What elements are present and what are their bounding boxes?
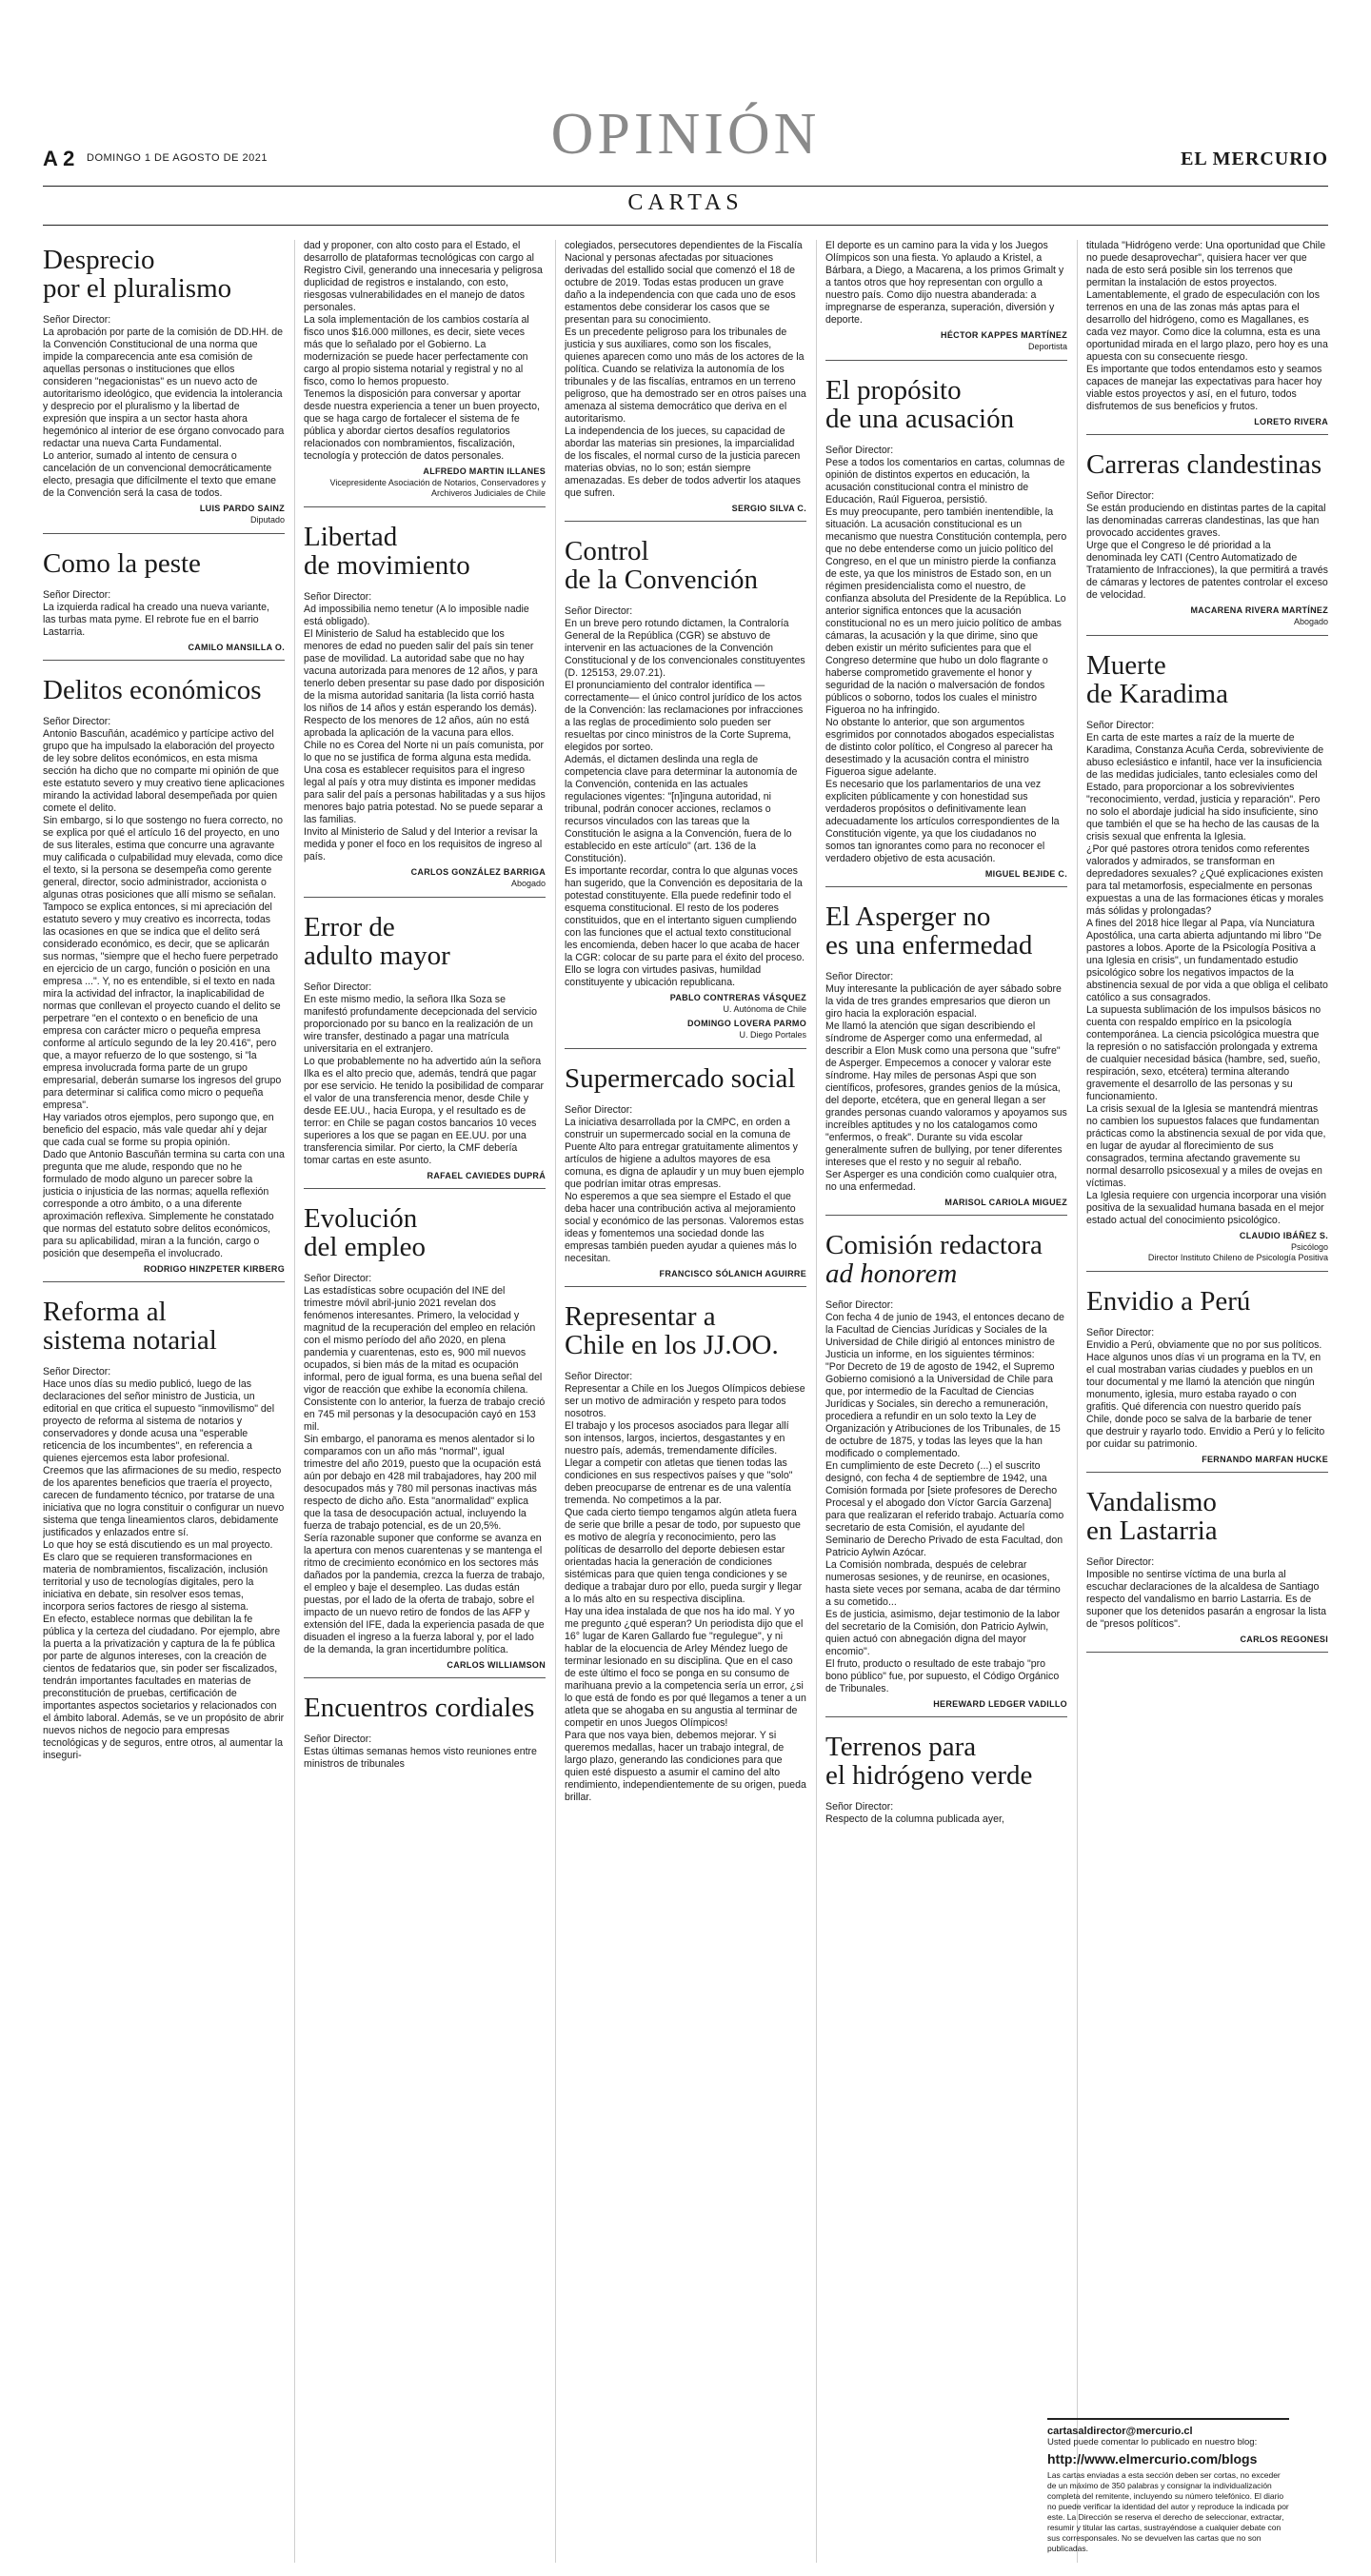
masthead	[43, 95, 1328, 186]
column-4	[825, 240, 1067, 2563]
letter-headline: El Asperger no es una enfermedad	[825, 902, 1033, 961]
letter-signature: MACARENA RIVERA MARTÍNEZ	[1190, 605, 1328, 615]
letter-signature: PABLO CONTRERAS VÁSQUEZ	[669, 993, 806, 1002]
letter-headline: Error de adulto mayor	[304, 912, 450, 971]
letter-signature: LUIS PARDO SAINZ	[199, 504, 285, 513]
letter	[825, 240, 1067, 361]
letter-signature: HÉCTOR KAPPES MARTÍNEZ	[941, 330, 1067, 340]
letter-signer-role: Abogado	[1293, 617, 1328, 626]
letter-divider	[565, 1286, 806, 1287]
letter-divider	[43, 533, 285, 534]
letter-divider	[304, 1677, 546, 1678]
letter-body: Señor Director: Representar a Chile en los Juegos Olímpicos debiese ser un motivo de admiración y respeto para todos nosotros. El trabajo y los procesos asociados para llegar allí son intensos, largos, inciertos, desgastantes y en nuestro país, además, tremendamente difíciles. Llegar a competir con atletas que tienen todas las condiciones en sus respectivos países y que "solo" deben preocuparse de entrenar es de una valentía tremenda. No competimos a la par. Que cada cierto tiempo tengamos algún atleta fuera de serie que brille a pesar de todo, por supuesto que es motivo de alegría y reconocimiento, pero las políticas de desarrollo del deporte debiesen estar orientadas hacia la generación de condiciones sistémicas para que quien tenga condiciones y se dedique a trabajar duro por ello, pueda surgir y llegar a lo más alto en su respectiva disciplina. Hay una idea instalada de que nos ha ido mal. Y yo me pregunto ¿qué esperan? Un periodista dijo que el 16° lugar de Karen Gallardo fue "regulegue", y ni hablar de la elocuencia de Arley Méndez luego de terminar lesionado en su disciplina. Que en el caso de este último el foco se ponga en su consumo de marihuana previo a la competencia sería un error, ¿si lo que está de fondo es por qué llegamos a tener a un atleta que se ahogaba en su angustia al terminar de competir en unos Juegos Olímpicos! Para que nos vaya bien, debemos mejorar. Y si queremos medallas, hacer un trabajo integral, de largo plazo, generando las condiciones para que quien esté dispuesto a asumir el camino del alto rendimiento, independientemente de su origen, pueda brillar.	[565, 1371, 806, 1803]
letter-headline: Como la peste	[43, 548, 201, 579]
letter	[304, 1204, 546, 1678]
letter-headline: Envidio a Perú	[1086, 1286, 1251, 1317]
letter-signature: CARLOS WILLIAMSON	[447, 1660, 546, 1670]
letters-grid	[43, 240, 1328, 2563]
letter	[565, 1302, 806, 1804]
letter-divider	[43, 1281, 285, 1282]
letter-body: Señor Director: Envidio a Perú, obviamente que no por sus políticos. Hace algunos unos días vi un programa en la TV, en el cual mostraban varias ciudades y pueblos en un tour documental y me llamó la atención que ningún monumento, iglesia, muro estaba rayado o con grafitis. Qué diferencia con nuestro querido país Chile, donde poco se salva de la barbarie de tener que destruir y rayarlo todo. Envidio a Perú y lo felicito por cuidar su patrimonio.	[1086, 1327, 1325, 1450]
letter	[1086, 1287, 1328, 1473]
letter-signature: DOMINGO LOVERA PARMO	[687, 1019, 806, 1028]
letter-signer-role: U. Diego Portales	[739, 1030, 806, 1040]
letter-divider	[825, 1215, 1067, 1216]
letter-body: Señor Director: La izquierda radical ha creado una nueva variante, las turbas mata pyme. El rebrote fue en el barrio Lastarria.	[43, 589, 269, 638]
letter-divider	[825, 1716, 1067, 1717]
letter-body: Señor Director: Imposible no sentirse víctima de una burla al escuchar declaraciones de la alcaldesa de Santiago respecto del vandalismo en barrio Lastarria. Es de suponer que los detenidos pasarán a engrosar la lista de "presos políticos".	[1086, 1556, 1327, 1630]
header-rule	[43, 186, 1328, 187]
letter-signature: RODRIGO HINZPETER KIRBERG	[143, 1264, 285, 1274]
letter	[304, 1694, 546, 1771]
letter-headline-italic: ad honorem	[825, 1258, 958, 1289]
letter-headline: Delitos económicos	[43, 675, 262, 705]
letter-body: Señor Director: La aprobación por parte de la comisión de DD.HH. de la Convención Constitucional de una norma que impide la comparecencia ante esa comisión de aquellas personas o instituciones que ellos consideren "negacionistas" es un nuevo acto de autoritarismo ideológico, que evidencia la intolerancia y desprecio por el pluralismo y la libertad de expresión que inspira a un sector hasta ahora hegemónico al interior de ese órgano convocado para redactar una nueva Carta Fundamental. Lo anterior, sumado al intento de censura o cancelación de un convencional democráticamente electo, presagia que difícilmente el texto que emane de la Convención será la casa de todos.	[43, 314, 285, 499]
letter-signature: MARISOL CARIOLA MIGUEZ	[944, 1198, 1067, 1207]
subsection-title: CARTAS	[627, 190, 744, 215]
letter-signature: MIGUEL BEJIDE C.	[984, 869, 1067, 879]
letter-divider	[825, 886, 1067, 887]
letter-headline	[825, 1231, 1067, 1288]
letter-headline: Evolución del empleo	[304, 1203, 427, 1262]
column-5	[1086, 240, 1328, 2563]
letter-headline: Encuentros cordiales	[304, 1693, 535, 1723]
letter	[565, 1064, 806, 1287]
letter-divider	[565, 521, 806, 522]
letter-signature: CLAUDIO IBÁÑEZ S.	[1239, 1231, 1328, 1240]
letter	[1086, 450, 1328, 636]
letter-body: Señor Director: En este mismo medio, la señora Ilka Soza se manifestó profundamente decepcionada del servicio proporcionado por su banco en la realización de un wire transfer, destinado a pagar una matrícula universitaria en el extranjero. Lo que probablemente no ha advertido aún la señora Ilka es el alto precio que, además, tendrá que pagar por ese servicio. He tenido la posibilidad de comparar el valor de una transferencia menor, desde Chile y desde EE.UU., hacia Europa, y el resultado es de terror: en Chile se pagan costos bancarios 10 veces superiores a los que se pagan en EE.UU. por una transferencia similar. Por cierto, la CMF debería tomar cartas en este asunto.	[304, 981, 545, 1166]
letters-policy: Las cartas enviadas a esta sección deben ser cortas, no exceder de un máximo de 350 palabras y consignar la individualización completa del remitente, incluyendo su número telefónico. El diario no puede verificar la identidad del autor y reproduce la indicada por este. La Dirección se reserva el derecho de seleccionar, extractar, resumir y titular las cartas, sustrayéndose a cualquier debate con sus corresponsales. No se devuelven las cartas que no son publicadas.	[1047, 2470, 1289, 2553]
issue-date: DOMINGO 1 DE AGOSTO DE 2021	[87, 152, 268, 164]
letter-body: Señor Director: En carta de este martes a raíz de la muerte de Karadima, Constanza Acuña Cerda, sobreviviente de abuso eclesiástico e infantil, hace ver la insuficiencia de las medidas judiciales, tanto eclesiales como del Estado, para proporcionar a los sobrevivientes "reconocimiento, verdad, justicia y reparación". Pero no solo el abordaje judicial ha sido insuficiente, sino que también el que se ha hecho de las causas de la crisis sexual que enfrenta la Iglesia. ¿Por qué pastores otrora tenidos como referentes valorados y admirados, se transforman en depredadores sexuales? ¿Qué explicaciones existen para tal metamorfosis, especialmente en personas expuestas a una de las formaciones éticas y morales más sólidas y prolongadas? A fines del 2018 hice llegar al Papa, vía Nunciatura Apostólica, una carta abierta adjuntando mi libro "De pastores a lobos. Aporte de la Psicología Positiva a una Iglesia en crisis", un fundamentado estudio psicológico sobre los negativos impactos de la abstinencia sexual de por vida a que obliga el celibato católico a sus consagrados. La supuesta sublimación de los impulsos básicos no cuenta con respaldo empírico en la psicología contemporánea. La ciencia psicológica muestra que la represión o no satisfacción prolongada y extrema de cualquier necesidad básica (hambre, sed, sueño, respiración, sexo, etcétera) termina alterando gravemente el desarrollo de las personas y su funcionamiento. La crisis sexual de la Iglesia se mantendrá mientras no cambien los supuestos falaces que fundamentan prácticas como la abstinencia sexual de por vida que, en lugar de ayudar al florecimiento de sus consagrados, termina afectando gravemente su normal desarrollo psicosexual y a miles de ovejas en víctimas. La Iglesia requiere con urgencia incorporar una visión positiva de la sexualidad humana basada en el mejor estado actual del conocimiento psicológico.	[1086, 720, 1328, 1226]
column-3	[565, 240, 806, 2563]
letter-divider	[1086, 1652, 1328, 1653]
letter-signature: HEREWARD LEDGER VADILLO	[933, 1699, 1067, 1709]
letter-signature: FRANCISCO SÓLANICH AGUIRRE	[659, 1269, 806, 1278]
letter	[43, 549, 285, 661]
column-divider	[1077, 240, 1078, 2563]
letter-signature: LORETO RIVERA	[1254, 417, 1328, 426]
column-divider	[555, 240, 556, 2563]
letter	[1086, 1488, 1328, 1653]
letter-divider	[825, 360, 1067, 361]
letter	[304, 913, 546, 1189]
letter-body: El deporte es un camino para la vida y los Juegos Olímpicos son una fiesta. Yo aplaudo a Kristel, a Bárbara, a Diego, a Macarena, a los primos Grimalt y a tantos otros que hoy representan con orgullo a nuestro país. Como dijo nuestra abanderada: a impregnarse de esperanza, superación, diversión y deporte.	[825, 240, 1064, 326]
letter-signature: CARLOS REGONESI	[1240, 1635, 1328, 1644]
letter-signer-role: Diputado	[249, 515, 285, 525]
letter-divider	[565, 1048, 806, 1049]
letter	[825, 1733, 1067, 1826]
letter-signer-role: Vicepresidente Asociación de Notarios, Conservadores y Archiveros Judiciales de Chile	[329, 478, 546, 498]
contact-email[interactable]: cartasaldirector@mercurio.cl	[1047, 2426, 1193, 2437]
letter	[825, 376, 1067, 887]
letter	[304, 523, 546, 898]
letter-body: dad y proponer, con alto costo para el Estado, el desarrollo de plataformas tecnológicas con cargo al Registro Civil, generando una innecesaria y peligrosa duplicidad de registros e instalando, con esto, riesgosas vulnerabilidades en el manejo de datos personales. La sola implementación de los cambios costaría al fisco unos $16.000 millones, es decir, siete veces más que lo señalado por el Gobierno. La modernización se puede hacer perfectamente con cargo al propio sistema notarial y registral y no al fisco, como lo hemos propuesto. Tenemos la disposición para conversar y aportar desde nuestra experiencia a tener un buen proyecto, que se haga cargo de fortalecer el sistema de fe pública y abordar ciertos desafíos regulatorios relacionados con nombramientos, fiscalización, tecnología y protección de datos personales.	[304, 240, 543, 462]
letter-signer-role: Deportista	[1027, 342, 1067, 351]
letter	[565, 537, 806, 1049]
letter-signature: SERGIO SILVA C.	[731, 504, 806, 513]
letter-headline: Supermercado social	[565, 1063, 796, 1094]
letter-body: Señor Director: Se están produciendo en distintas partes de la capital las denominadas carreras clandestinas, las que han provocado accidentes graves. Urge que el Congreso le dé prioridad a la denominada ley CATI (Centro Automatizado de Tratamiento de Infracciones), la que permitirá a través de cámaras y lectores de patentes controlar el exceso de velocidad.	[1086, 490, 1328, 601]
letter-signature: CAMILO MANSILLA O.	[188, 643, 285, 652]
letter-divider	[1086, 1271, 1328, 1272]
letter-signer-role: Psicólogo Director Instituto Chileno de Psicología Positiva	[1147, 1242, 1328, 1262]
blog-url[interactable]: http://www.elmercurio.com/blogs	[1047, 2451, 1258, 2467]
letter-body: Señor Director: Respecto de la columna publicada ayer,	[825, 1801, 1004, 1825]
section-title: OPINIÓN	[550, 102, 821, 167]
letter-body: Señor Director: La iniciativa desarrollada por la CMPC, en orden a construir un supermercado social en la comuna de Puente Alto para entregar gratuitamente alimentos y artículos de higiene a adultos mayores de esa comuna, es digna de aplaudir y un muy buen ejemplo que podrían imitar otras empresas. No esperemos a que sea siempre el Estado el que deba hacer una contribución activa al mejoramiento social y económico de las personas. Valoremos estas ideas y fomentemos una sociedad donde las empresas también pueden ayudar a quienes más lo necesitan.	[565, 1104, 805, 1264]
letter-headline: Representar a Chile en los JJ.OO.	[565, 1301, 779, 1360]
letter-headline: El propósito de una acusación	[825, 375, 1015, 434]
newspaper-logo: EL MERCURIO	[1181, 149, 1328, 169]
letter	[825, 1231, 1067, 1717]
letter-divider	[1086, 1472, 1328, 1473]
letter-body: Señor Director: Pese a todos los comentarios en cartas, columnas de opinión de distintos expertos en educación, la acusación constitucional contra el ministro de Educación, Raúl Figueroa, persistió. Es muy preocupante, pero también inentendible, la situación. La acusación constitucional es un mecanismo que nuestra Constitución contempla, pero que no debe entenderse como un juicio político del Congreso, en el que un ministro pierde la confianza de este, ya que los ministros de Estado son, en un régimen presidencialista como el nuestro, de confianza absoluta del Presidente de la República. Lo anterior significa entonces que la acusación constitucional no es un mero juicio político de ambas cámaras, la acusación y la que dirime, sino que deben existir un mérito suficientes para que el Congreso determine que hubo un dolo flagrante o haberse comprometido gravemente el honor y seguridad de la nación o malversación de fondos públicos o soborno, todos los cuales el ministro Figueroa no ha infringido. No obstante lo anterior, que son argumentos esgrimidos por connotados abogados especialistas de distinto color político, el Congreso al parecer ha desestimado y la acusación contra el ministro Figueroa sigue adelante. Es necesario que los parlamentarios de una vez expliciten públicamente y con honestidad sus verdaderos propósitos o definitivamente lean adecuadamente los artículos correspondientes de la Constitución vigente, ya que los ciudadanos no somos tan ignorantes como para no reconocer el verdadero objetivo de esta acusación.	[825, 445, 1067, 864]
letter-divider	[1086, 635, 1328, 636]
letter	[1086, 651, 1328, 1272]
letter-body: Señor Director: Estas últimas semanas hemos visto reuniones entre ministros de tribunales	[304, 1734, 537, 1770]
letter-signature: RAFAEL CAVIEDES DUPRÁ	[427, 1171, 546, 1180]
blog-invite: Usted puede comentar lo publicado en nuestro blog:	[1047, 2437, 1258, 2447]
letter-headline: Desprecio por el pluralismo	[43, 245, 232, 304]
page-number: A 2	[43, 147, 75, 170]
letter	[43, 246, 285, 534]
letter-body: Señor Director: Antonio Bascuñán, académico y partícipe activo del grupo que ha impulsado la elaboración del proyecto de ley sobre delitos económicos, en esta misma sección ha dicho que no comparte mi opinión de que este estatuto severo y muy creativo tiene aplicaciones mirando la actividad laboral desempeñada por quien comete el delito. Sin embargo, si lo que sostengo no fuera correcto, no se explica por qué el artículo 16 del proyecto, en uno de sus literales, estima que concurre una agravante muy calificada o culpabilidad muy elevada, como dice el texto, si la persona se desempeña como gerente general, director, socio administrador, accionista o algunas otras posiciones que allí mismo se señalan. Tampoco se explica entonces, si mi apreciación del estatuto severo y muy creativo es incorrecta, todas las ocasiones en que se indica que el delito será considerado económico, es decir, que se aplicarán sus normas, "siempre que el hecho fuere perpetrado en ejercicio de un cargo, función o posición en una empresa ...". Y, no es entendible, si el texto en nada mira la actividad del infractor, la inaplicabilidad de normas que conllevan el proyecto cuando el delito se perpetrare "en el contexto o en beneficio de una empresa con carácter micro o pequeña empresa conforme al artículo segundo de la ley 20.416", pero que, a mayor refuerzo de lo que sostengo, si "la empresa involucrada forma parte de un grupo empresarial, deberán sumarse los ingresos del grupo para determinar si califica como micro o pequeña empresa". Hay variados otros ejemplos, pero supongo que, en beneficio del espacio, más vale quedar ahí y dejar que cada cual se forme su propia opinión. Dado que Antonio Bascuñán termina su carta con una pregunta que me alude, respondo que no he formulado de modo alguno un parecer sobre la justicia o injusticia de las normas; aquella reflexión corresponde a otro ámbito, o a una diferente aproximación reflexiva. Simplemente he constatado que normas del estatuto sobre delitos económicos, para su aplicabilidad, miran a la función, cargo o posición que desempeña el involucrado.	[43, 716, 285, 1259]
letter-signer-role: U. Autónoma de Chile	[723, 1004, 806, 1014]
letter	[1086, 240, 1328, 435]
column-1	[43, 240, 285, 2563]
column-divider	[816, 240, 817, 2563]
letter-divider	[304, 897, 546, 898]
letter-body: titulada "Hidrógeno verde: Una oportunidad que Chile no puede desaprovechar", quisiera hacer ver que nada de esto será posible sin los terrenos que permitan la instalación de estos proyectos. Lamentablemente, el grado de especulación con los terrenos en una de las zonas más aptas para el desarrollo del hidrógeno, como es Magallanes, es cada vez mayor. Como dice la columna, esta es una oportunidad mirada en el largo plazo, pero hoy es una apuesta con su consecuente riesgo. Es importante que todos entendamos esto y seamos capaces de manejar las expectativas para hacer hoy viable estos proyectos y así, en el futuro, todos disfrutemos de sus beneficios y frutos.	[1086, 240, 1328, 412]
letter-headline: Libertad de movimiento	[304, 522, 470, 581]
letter	[43, 1298, 285, 1762]
letter-headline: Vandalismo en Lastarria	[1086, 1487, 1218, 1546]
column-divider	[294, 240, 295, 2563]
letter-body: Señor Director: En un breve pero rotundo dictamen, la Contraloría General de la República (CGR) se abstuvo de intervenir en las actuaciones de la Convención Constitucional y de los convencionales constituyentes (D. 125153, 29.07.21). El pronunciamiento del contralor identifica —correctamente— el único control jurídico de los actos de la Convención: las reclamaciones por infracciones a las reglas de procedimiento solo pueden ser resueltas por cinco ministros de la Corte Suprema, elegidos por sorteo. Además, el dictamen deslinda una regla de competencia clave para determinar la autonomía de la Convención, contenida en las actuales regulaciones vigentes: "[n]inguna autoridad, ni tribunal, podrán conocer acciones, reclamos o recursos vinculados con las tareas que la Constitución le asigna a la Convención, fuera de lo establecido en este artículo" (art. 136 de la Constitución). Es importante recordar, contra lo que algunas voces han sugerido, que la Convención es depositaria de la potestad constituyente. Ella puede redefinir todo el esquema constitucional. El resto de los poderes constituidos, que en el intertanto siguen cumpliendo con las funciones que el actual texto constitucional les encomienda, deben hacer lo que acaba de hacer la CGR: colocar de su parte para el éxito del proceso. Ello se logra con virtudes pasivas, humildad constituyente y ubicación republicana.	[565, 605, 805, 988]
letter-body: Señor Director: Con fecha 4 de junio de 1943, el entonces decano de la Facultad de Ciencias Jurídicas y Sociales de la Universidad de Chile dirigió al entonces ministro de Justicia un informe, en los siguientes términos: "Por Decreto de 19 de agosto de 1942, el Supremo Gobierno comisionó a la Universidad de Chile para que, por intermedio de la Facultad de Ciencias Jurídicas y Sociales, sin derecho a remuneración, procediera a refundir en un solo texto la Ley de Organización y Atribuciones de los Tribunales, de 15 de octubre de 1875, y todas las leyes que la han modificado o complementado. En cumplimiento de este Decreto (...) el suscrito designó, con fecha 4 de septiembre de 1942, una Comisión formada por [siete profesores de Derecho Procesal y el abogado don Víctor García Garzena] para que realizaran el referido trabajo. Actuaría como secretario de esta Comisión, el ayudante del Seminario de Derecho Privado de esta Facultad, don Patricio Aylwin Azócar. La Comisión nombrada, después de celebrar numerosas sesiones, y de reunirse, en ocasiones, hasta siete veces por semana, acaba de dar término a su cometido... Es de justicia, asimismo, dejar testimonio de la labor del secretario de la Comisión, don Patricio Aylwin, quien actuó con abnegación digna del mayor encomio". El fruto, producto o resultado de este trabajo "pro bono público" fue, por supuesto, el Código Orgánico de Tribunales.	[825, 1299, 1064, 1694]
letter	[304, 240, 546, 507]
letter-headline-part: Comisión redactora	[825, 1230, 1043, 1260]
contact-box	[1047, 2418, 1289, 2554]
letter	[825, 902, 1067, 1216]
letter-body: Señor Director: Ad impossibilia nemo tenetur (A lo imposible nadie está obligado). El Ministerio de Salud ha establecido que los menores de edad no pueden salir del país sin tener pase de movilidad. La autoridad sabe que no hay vacuna autorizada para menores de 12 años, y para tenerlo deben presentar su pase dado por disposición de la misma autoridad sanitaria (la lista corrió hasta los niños de 14 años y están esperando los demás). Respecto de los menores de 12 años, aún no está aprobada la aplicación de la vacuna para ellos. Chile no es Corea del Norte ni un país comunista, por lo que no se justifica de forma alguna esta medida. Una cosa es establecer requisitos para el ingreso legal al país y otra muy distinta es imponer medidas para salir del país a personas habilitadas y a sus hijos menores bajo patria potestad. No se puede separar a las familias. Invito al Ministerio de Salud y del Interior a revisar la medida y poner el foco en los requisitos de ingreso al país.	[304, 591, 546, 862]
column-2	[304, 240, 546, 2563]
letter-body: Señor Director: Las estadísticas sobre ocupación del INE del trimestre móvil abril-junio 2021 revelan dos fenómenos interesantes. Primero, la velocidad y magnitud de la recuperación del empleo en relación con el mismo período del año 2020, en plena pandemia y cuarentenas, esto es, 900 mil nuevos ocupados, si bien más de la mitad es ocupación informal, pero de igual forma, es una buena señal del vigor de reacción que exhibe la economía chilena. Consistente con lo anterior, la fuerza de trabajo creció en 745 mil personas y la desocupación cayó en 153 mil. Sin embargo, el panorama es menos alentador si lo comparamos con un año más "normal", igual trimestre del año 2019, puesto que la ocupación está aún por debajo en 428 mil trabajadores, hay 200 mil desocupados más y 780 mil personas inactivas más respecto de dicho año. Esta "anormalidad" explica que la tasa de desocupación actual, incluyendo la fuerza de trabajo potencial, es de un 20,5%. Sería razonable suponer que conforme se avanza en la apertura con menos cuarentenas y se mantenga el ritmo de crecimiento económico en los sectores más dañados por la pandemia, crezca la fuerza de trabajo, el empleo y baje el desempleo. Las dudas están puestas, por el lado de la oferta de trabajo, sobre el impacto de un nuevo retiro de fondos de las AFP y extensión del IFE, dada la experiencia pasada de que disuaden el ingreso a la fuerza laboral y, por el lado de la demanda, la gran incertidumbre política.	[304, 1273, 546, 1655]
letter-signature: CARLOS GONZÁLEZ BARRIGA	[410, 867, 546, 877]
letter-body: colegiados, persecutores dependientes de la Fiscalía Nacional y personas afectadas por situaciones derivadas del estallido social que comenzó el 18 de octubre de 2019. Todas estas producen un grave daño a la independencia con que cada uno de esos estamentos debe considerar los casos que se presentan para su conocimiento. Es un precedente peligroso para los tribunales de justicia y sus auxiliares, como son los fiscales, quienes aparecen como uno más de los actores de la política. Cuando se relativiza la autonomía de los tribunales y de las fiscalías, entramos en un terreno peligroso, que ha demostrado ser en otros países una amenaza al sistema democrático que deriva en el autoritarismo. La independencia de los jueces, su capacidad de abordar las materias sin presiones, la imparcialidad de los fiscales, el normal curso de la justicia parecen materias obvias, no lo son; están siempre amenazadas. Es deber de todos advertir los ataques que sufren.	[565, 240, 806, 499]
header-rule-bottom	[43, 225, 1328, 226]
letter-headline: Carreras clandestinas	[1086, 449, 1322, 480]
letter	[43, 676, 285, 1282]
letter-signature: FERNANDO MARFAN HUCKE	[1202, 1455, 1328, 1464]
letter	[565, 240, 806, 522]
letter-headline: Muerte de Karadima	[1086, 650, 1228, 709]
letter-signer-role: Abogado	[510, 879, 546, 888]
letter-divider	[1086, 434, 1328, 435]
letter-divider	[304, 506, 546, 507]
letter-headline: Control de la Convención	[565, 536, 758, 595]
letter-headline: Reforma al sistema notarial	[43, 1297, 217, 1356]
letter-signature: ALFREDO MARTIN ILLANES	[423, 466, 546, 476]
letter-divider	[43, 660, 285, 661]
letter-body: Señor Director: Muy interesante la publicación de ayer sábado sobre la vida de tres grandes empresarios que dieron un giro hacia la exploración espacial. Me llamó la atención que sigan describiendo el síndrome de Asperger como una enfermedad, al describir a Elon Musk como una persona que "sufre" de Asperger. Empecemos a conocer y valorar este síndrome. Hay miles de personas Aspi que son científicos, profesores, grandes genios de la música, del deporte, etcétera, que en general llegan a ser grandes personas cuando valoramos y apoyamos sus increíbles aptitudes y no los catalogamos como "enfermos, o freak". Durante su vida escolar generalmente sufren de bullying, por tener diferentes intereses que el resto y no seguir al rebaño. Ser Asperger es una condición como cualquier otra, no una enfermedad.	[825, 971, 1067, 1193]
letter-divider	[304, 1188, 546, 1189]
letter-body: Señor Director: Hace unos días su medio publicó, luego de las declaraciones del señor ministro de Justicia, un editorial en que critica el supuesto "inmovilismo" del proyecto de reforma al sistema de notarios y conservadores y donde acusa una "esperable reticencia de los incumbentes", en referencia a quienes ejercemos esta labor profesional. Creemos que las afirmaciones de su medio, respecto de los aparentes beneficios que traería el proyecto, carecen de fundamento técnico, por tratarse de una iniciativa que no logra constituir o configurar un nuevo sistema que tenga lineamientos claros, debidamente justificados y enlazados entre sí. Lo que hoy se está discutiendo es un mal proyecto. Es claro que se requieren transformaciones en materia de nombramientos, fiscalización, inclusión territorial y uso de tecnologías digitales, pero la iniciativa en debate, sin resolver esos temas, incorpora serios factores de riesgo al sistema. En efecto, establece normas que debilitan la fe pública y la certeza del ciudadano. Por ejemplo, abre la puerta a la privatización y captura de la fe pública por parte de algunos intereses, con la creación de cientos de fedatarios que, sin poder ser fiscalizados, tendrán importantes facultades en materias de preconstitución de pruebas, certificación de importantes aspectos societarios y relacionados con el ámbito laboral. Además, se ve un propósito de abrir nuevos nichos de negocio para empresas tecnológicas y de seguros, entre otros, al aumentar la inseguri-	[43, 1366, 285, 1761]
letter-headline: Terrenos para el hidrógeno verde	[825, 1732, 1033, 1791]
